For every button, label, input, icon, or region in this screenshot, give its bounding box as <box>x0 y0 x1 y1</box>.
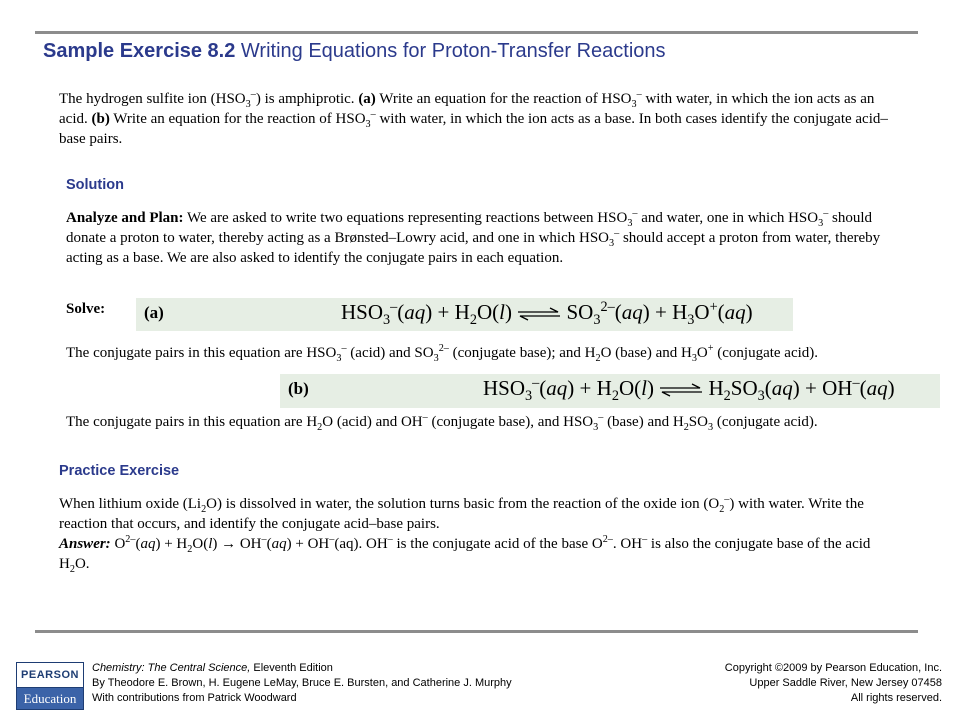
book-authors: By Theodore E. Brown, H. Eugene LeMay, Bruce E. Bursten, and Catherine J. Murphy <box>92 677 512 689</box>
equation-b-box <box>280 374 940 408</box>
footer-citation <box>92 661 512 706</box>
conjugate-pairs-b-text: The conjugate pairs in this equation are $H_2O$ (acid) and OH– (conjugate base), and $HSO_3^-$ (base) and $H_2SO_3$ (conjugate acid). <box>66 412 818 433</box>
equation-b: $HSO_3^-(aq) + H_2O(l) H_2SO_3(aq) + OH^-(aq)$ <box>483 375 895 405</box>
equilibrium-arrow-icon <box>517 307 561 321</box>
solution-heading: Solution <box>66 177 124 193</box>
question-text: The hydrogen sulfite ion $(HSO_3^-)$ is amphiprotic. (a) Write an equation for the reaction of $HSO_3^-$ with water, in which the ion acts as an acid. (b) Write an equation for the reaction of $HSO_3^-$ with water, in which the ion acts as a base. In both cases identify the conjugate acid–base pairs. <box>59 89 888 147</box>
conjugate-pairs-a-text: The conjugate pairs in this equation are $HSO_3^-$ (acid) and $SO_3^{2-}$ (conjugate base); and $H_2O$ (base) and $H_3O^+$ (conjugate acid). <box>66 343 819 364</box>
logo-top-text: PEARSON <box>21 669 79 681</box>
pearson-logo <box>16 662 84 710</box>
practice-exercise-text: When lithium oxide $(Li_2O)$ is dissolved in water, the solution turns basic from the reaction of the oxide ion $(O_2^-)$ with water. Write the reaction that occurs, and identify the conjugate acid–base pairs. Answer: $O^{2-}(aq) + H_2O(l) \to OH^-(aq) + OH^-(aq)$. OH– is the conjugate acid of the base $O^{2-}$. OH– is also the conjugate base of the acid $H_2O$. <box>59 494 871 575</box>
book-edition: Eleventh Edition <box>250 662 333 674</box>
title-rest: Writing Equations for Proton-Transfer Reactions <box>235 40 666 62</box>
practice-heading: Practice Exercise <box>59 463 180 479</box>
address-line: Upper Saddle River, New Jersey 07458 <box>749 677 942 689</box>
rights-line: All rights reserved. <box>850 692 942 704</box>
page-title <box>43 40 666 63</box>
bottom-rule <box>35 630 918 633</box>
copyright-line: Copyright ©2009 by Pearson Education, Inc. <box>724 662 942 674</box>
logo-bottom-text: Education <box>23 691 77 706</box>
footer-copyright <box>725 661 942 706</box>
book-contributions: With contributions from Patrick Woodward <box>92 692 297 704</box>
equation-a-box <box>136 298 793 331</box>
equation-a: $HSO_3^-(aq) + H_2O(l) SO_3^{2-}(aq) + H_3O^+(aq)$ <box>341 299 753 329</box>
top-rule <box>35 31 918 34</box>
solve-label: Solve: <box>66 301 106 317</box>
equation-b-label: (b) <box>288 379 309 398</box>
book-title: Chemistry: The Central Science, <box>92 662 251 674</box>
title-bold: Sample Exercise 8.2 <box>43 40 236 62</box>
analyze-and-plan-text: Analyze and Plan: We are asked to write two equations representing reactions between $HSO_3^-$ and water, one in which $HSO_3^-$ should donate a proton to water, thereby acting as a Brønsted–Lowry acid, and one in which $HSO_3^-$ should accept a proton from water, thereby acting as a base. We are also asked to identify the conjugate pairs in each equation. <box>66 208 881 266</box>
equilibrium-arrow-icon <box>659 383 703 397</box>
equation-a-label: (a) <box>144 303 164 322</box>
